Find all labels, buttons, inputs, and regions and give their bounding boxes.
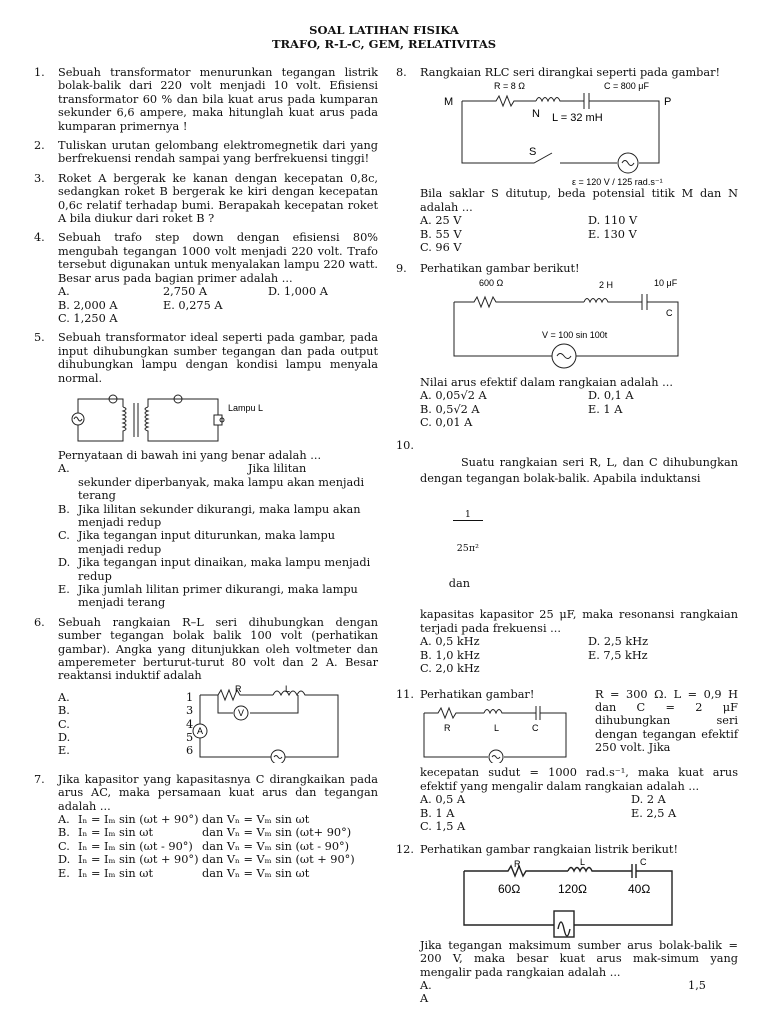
option-e: E. 0,275 A xyxy=(163,298,223,312)
option-a-value: 2,750 A xyxy=(163,285,208,299)
ac-source-icon xyxy=(554,911,574,937)
question-text-continued: kapasitas kapasitor 25 μF, maka resonansi rangkaian terjadi pada frekuensi ... xyxy=(420,608,742,635)
inductor-label: L xyxy=(494,722,500,733)
question-text: Perhatikan gambar! xyxy=(420,687,535,701)
question-text-continued: Jika tegangan maksimum sumber arus bolak-balik = 200 V, maka besar kuat arus mak-simum yang mengalir pada rangkaian adalah ... xyxy=(420,938,742,979)
question-number: 1. xyxy=(34,66,45,79)
question-12 xyxy=(396,843,742,1006)
option-e: E. 2,5 A xyxy=(631,806,677,820)
option-e: E. 7,5 kHz xyxy=(588,648,648,662)
option-d: D. 0,1 A xyxy=(588,389,634,403)
option-c: C. 0,01 A xyxy=(420,416,473,430)
capacitor-letter: C xyxy=(666,307,673,318)
option-e: E. Jika jumlah lilitan primer dikurangi, maka lampu menjadi terang xyxy=(58,583,358,610)
inductor-coil xyxy=(584,298,642,302)
source-label: ε = 120 V / 125 rad.s⁻¹ xyxy=(572,177,663,188)
point-p-label: P xyxy=(664,96,672,109)
option-a-unit: A xyxy=(420,992,429,1006)
primary-coil xyxy=(123,407,126,433)
lamp-icon xyxy=(214,415,222,425)
answer-options xyxy=(420,635,738,675)
option-a: A. 0,05√2 A xyxy=(420,389,487,403)
resistor-label: 600 Ω xyxy=(479,277,504,288)
transformer-figure xyxy=(68,389,288,449)
answer-options xyxy=(58,285,378,325)
question-text: Sebuah transformator ideal seperti pada gambar, pada input dihubungkan sumber tegangan dan pada output dihubungkan lampu dengan kondisi lampu menyala normal. xyxy=(58,331,382,385)
right-column xyxy=(396,66,742,1006)
option-d: D. 1,000 A xyxy=(268,285,328,299)
question-2 xyxy=(34,139,382,166)
inductor-label: L = 32 mH xyxy=(552,112,603,125)
source-label: V = 100 sin 100t xyxy=(542,329,608,340)
option-e: E. 130 V xyxy=(588,227,637,241)
option-d: D. 2 A xyxy=(631,793,666,807)
capacitor-label: 10 μF xyxy=(654,277,678,288)
option-b: B. Iₙ = Iₘ sin ωt dan Vₙ = Vₘ sin (ωt+ 90°) xyxy=(58,826,352,840)
option-e: E. 1 A xyxy=(588,402,623,416)
inductor-coil xyxy=(568,867,632,871)
question-number: 8. xyxy=(396,66,407,79)
inductor-coil xyxy=(484,709,536,713)
option-a: A. 1,5 xyxy=(420,978,706,992)
option-c: C. Jika tegangan input diturunkan, maka lampu menjadi redup xyxy=(58,529,335,556)
resistor-value: 60Ω xyxy=(498,881,521,896)
question-number: 7. xyxy=(34,772,45,786)
rlc-figure xyxy=(450,857,680,939)
point-n-label: N xyxy=(532,108,540,121)
option-a: A. Jika lilitan xyxy=(58,462,307,476)
question-number: 5. xyxy=(34,331,45,345)
option-a: A. 0,5 A xyxy=(420,793,466,807)
capacitor-label: C xyxy=(532,722,539,733)
capacitor-label: C xyxy=(640,856,647,867)
question-text: Sebuah trafo step down dengan efisiensi 80% mengubah tegangan 1000 volt menjadi 220 volt. Trafo tersebut digunakan untuk menyalakan lampu 220 watt. Besar arus pada bagian primer adalah ... xyxy=(58,231,382,285)
question-number: 9. xyxy=(396,262,407,276)
question-number: 12. xyxy=(396,843,414,857)
question-6-body xyxy=(58,683,378,763)
answer-options xyxy=(58,813,378,880)
inductor-label: 2 H xyxy=(599,279,614,290)
rl-circuit-figure xyxy=(188,683,348,763)
question-number: 11. xyxy=(396,687,414,701)
option-letters: A. B. C. D. E. xyxy=(58,690,71,758)
option-d: D. 2,5 kHz xyxy=(588,635,649,649)
question-text-continued: Bila saklar S ditutup, beda potensial titik M dan N adalah ... xyxy=(420,187,742,214)
question-10 xyxy=(396,439,742,676)
option-b: B. Jika lilitan sekunder dikurangi, maka lampu akan menjadi redup xyxy=(58,502,361,529)
option-d: D. 110 V xyxy=(588,214,638,228)
option-a: A. Iₙ = Iₘ sin (ωt + 90°) dan Vₙ = Vₘ sin ωt xyxy=(58,813,310,827)
switch-label: S xyxy=(529,146,537,159)
rlc-figure xyxy=(420,701,570,763)
inductor-label: L xyxy=(580,856,586,867)
ammeter-label: A xyxy=(197,725,204,736)
question-number: 3. xyxy=(34,171,45,185)
inductor-value: 120Ω xyxy=(558,881,587,896)
resistor-label: R xyxy=(235,683,242,694)
option-e: E. Iₙ = Iₘ sin ωt dan Vₙ = Vₘ sin ωt xyxy=(58,866,310,880)
secondary-coil xyxy=(145,407,148,433)
question-1 xyxy=(34,66,382,133)
option-a: A. xyxy=(58,285,70,299)
option-b: B. 2,000 A xyxy=(58,298,118,312)
question-text: Rangkaian RLC seri dirangkai seperti pada gambar! xyxy=(420,66,721,79)
lamp-label: Lampu L xyxy=(228,402,264,413)
question-number: 2. xyxy=(34,139,45,153)
rlc-switch-figure xyxy=(444,79,684,187)
question-3 xyxy=(34,171,382,226)
option-c: C. 2,0 kHz xyxy=(420,662,480,676)
question-number: 10. xyxy=(396,439,414,453)
question-11-top xyxy=(420,687,742,767)
option-c: C. 96 V xyxy=(420,241,462,255)
answer-options xyxy=(420,389,738,429)
question-text: Jika kapasitor yang kapasitasnya C dirangkaikan pada arus AC, maka persamaan kuat arus dan tegangan adalah ... xyxy=(58,772,382,813)
question-side-text: R = 300 Ω. L = 0,9 H dan C = 2 μF dihubungkan seri dengan tegangan efektif 250 volt. Jika xyxy=(595,687,742,755)
option-b: B. 0,5√2 A xyxy=(420,402,480,416)
answer-options xyxy=(420,214,738,254)
answer-options xyxy=(420,793,738,833)
question-7 xyxy=(34,772,382,880)
question-text: Tuliskan urutan gelombang elektromegnetik dari yang berfrekuensi rendah sampai yang berfrekuensi tinggi! xyxy=(58,139,382,166)
question-9 xyxy=(396,262,738,429)
question-5 xyxy=(34,331,382,610)
question-11 xyxy=(396,687,742,834)
voltmeter-label: V xyxy=(238,707,245,718)
question-text: Perhatikan gambar berikut! xyxy=(420,262,580,276)
fraction: $\frac{1}{\text{25π²}}$ xyxy=(453,487,483,576)
option-c: C. 1,250 A xyxy=(58,311,118,325)
question-number: 4. xyxy=(34,231,45,245)
option-d: D. Iₙ = Iₘ sin (ωt + 90°) dan Vₙ = Vₘ sin (ωt + 90°) xyxy=(58,853,355,867)
resistor-label: R xyxy=(514,858,521,869)
option-values-truncated: 1 3 4 5 6 xyxy=(186,690,194,758)
rlc-figure xyxy=(434,276,694,376)
option-c: C. Iₙ = Iₘ sin (ωt - 90°) dan Vₙ = Vₘ sin (ωt - 90°) xyxy=(58,839,350,853)
question-text: Sebuah transformator menurunkan tegangan listrik bolak-balik dari 220 volt menjadi 10 volt. Efisiensi transformator 60 % dan bila kuat arus pada kumparan sekunder 6,6 ampere, maka hitunglah kuat arus pada kumparan primernya ! xyxy=(58,66,382,133)
option-c: C. 1,5 A xyxy=(420,819,466,833)
question-text: Sebuah rangkaian R–L seri dihubungkan dengan sumber tegangan bolak balik 100 volt (perhatikan gambar). Angka yang ditunjukkan oleh voltmeter dan amperemeter berturut-turut 80 volt dan 2 A. Besar reaktansi induktif adalah xyxy=(58,615,382,683)
question-4 xyxy=(34,231,382,325)
question-6 xyxy=(34,615,382,763)
inductor-coil xyxy=(536,98,584,102)
option-a: A. 0,5 kHz xyxy=(420,635,480,649)
option-d: D. Jika tegangan input dinaikan, maka lampu menjadi redup xyxy=(58,556,371,583)
capacitor-value: 40Ω xyxy=(628,881,651,896)
point-m-label: M xyxy=(444,96,454,109)
question-text: Perhatikan gambar rangkaian listrik berikut! xyxy=(420,843,679,857)
option-a-continued: sekunder diperbanyak, maka lampu akan menjadi terang xyxy=(78,475,365,503)
question-text-continued: Nilai arus efektif dalam rangkaian adalah ... xyxy=(420,375,673,389)
question-text: Suatu rangkaian seri R, L, dan C dihubungkan dengan tegangan bolak-balik. Apabila induktansi $\frac{1}{\text{25π²}}$ dan xyxy=(420,456,742,591)
option-b: B. 55 V xyxy=(420,227,462,241)
option-b: B. 1,0 kHz xyxy=(420,648,480,662)
inductor-label: L xyxy=(285,683,291,694)
resistor-label: R = 8 Ω xyxy=(494,81,525,92)
option-a: A. 25 V xyxy=(420,214,462,228)
question-statement: Pernyataan di bawah ini yang benar adalah ... xyxy=(58,448,322,462)
inductor-coil xyxy=(200,691,338,757)
question-11-left xyxy=(420,688,595,767)
option-b: B. 1 A xyxy=(420,806,455,820)
resistor-label: R xyxy=(444,722,451,733)
question-number: 6. xyxy=(34,615,45,629)
title-line-1: SOAL LATIHAN FISIKA xyxy=(309,23,459,37)
question-text-continued: kecepatan sudut = 1000 rad.s⁻¹, maka kuat arus efektif yang mengalir dalam rangkaian adalah ... xyxy=(420,766,742,793)
capacitor-label: C = 800 μF xyxy=(604,81,649,92)
left-column xyxy=(34,66,382,880)
title-line-2: TRAFO, R-L-C, GEM, RELATIVITAS xyxy=(271,37,497,51)
question-text: Roket A bergerak ke kanan dengan kecepatan 0,8c, sedangkan roket B bergerak ke kiri dengan kecepatan 0,6c relatif terhadap bumi. Berapakah kecepatan roket A bila diukur dari roket B ? xyxy=(58,171,382,226)
question-8 xyxy=(396,66,742,255)
